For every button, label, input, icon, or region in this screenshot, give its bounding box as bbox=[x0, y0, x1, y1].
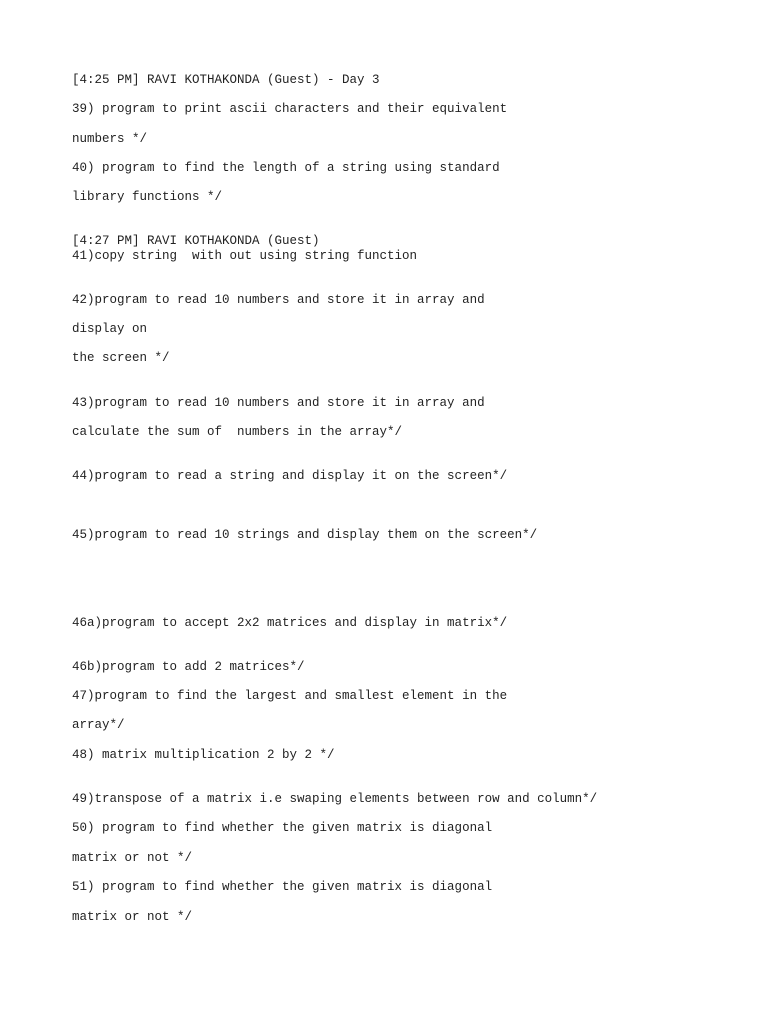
text-line: 47)program to find the largest and smallest element in the bbox=[72, 689, 508, 703]
text-line: array*/ bbox=[72, 718, 125, 732]
text-line: 41)copy string with out using string function bbox=[72, 249, 418, 263]
text-line: 42)program to read 10 numbers and store it in array and bbox=[72, 293, 485, 307]
text-line: 50) program to find whether the given matrix is diagonal bbox=[72, 821, 493, 835]
text-line: 40) program to find the length of a string using standard bbox=[72, 161, 500, 175]
chat-header-day3: [4:25 PM] RAVI KOTHAKONDA (Guest) - Day 3 bbox=[72, 73, 380, 87]
text-line: 48) matrix multiplication 2 by 2 */ bbox=[72, 748, 335, 762]
text-line: display on bbox=[72, 322, 148, 336]
text-line: 49)transpose of a matrix i.e swaping elements between row and column*/ bbox=[72, 792, 598, 806]
text-line: the screen */ bbox=[72, 351, 170, 365]
text-line: 44)program to read a string and display it on the screen*/ bbox=[72, 469, 508, 483]
text-line: library functions */ bbox=[72, 190, 223, 204]
text-line: 46a)program to accept 2x2 matrices and display in matrix*/ bbox=[72, 616, 508, 630]
text-line: 39) program to print ascii characters and their equivalent bbox=[72, 102, 508, 116]
text-line: 46b)program to add 2 matrices*/ bbox=[72, 660, 305, 674]
text-line: 51) program to find whether the given matrix is diagonal bbox=[72, 880, 493, 894]
chat-header-guest: [4:27 PM] RAVI KOTHAKONDA (Guest) bbox=[72, 234, 320, 248]
text-line: 43)program to read 10 numbers and store it in array and bbox=[72, 396, 485, 410]
text-line: numbers */ bbox=[72, 132, 148, 146]
text-line: calculate the sum of numbers in the array*/ bbox=[72, 425, 403, 439]
text-line: 45)program to read 10 strings and display them on the screen*/ bbox=[72, 528, 538, 542]
text-line: matrix or not */ bbox=[72, 851, 193, 865]
text-line: matrix or not */ bbox=[72, 910, 193, 924]
